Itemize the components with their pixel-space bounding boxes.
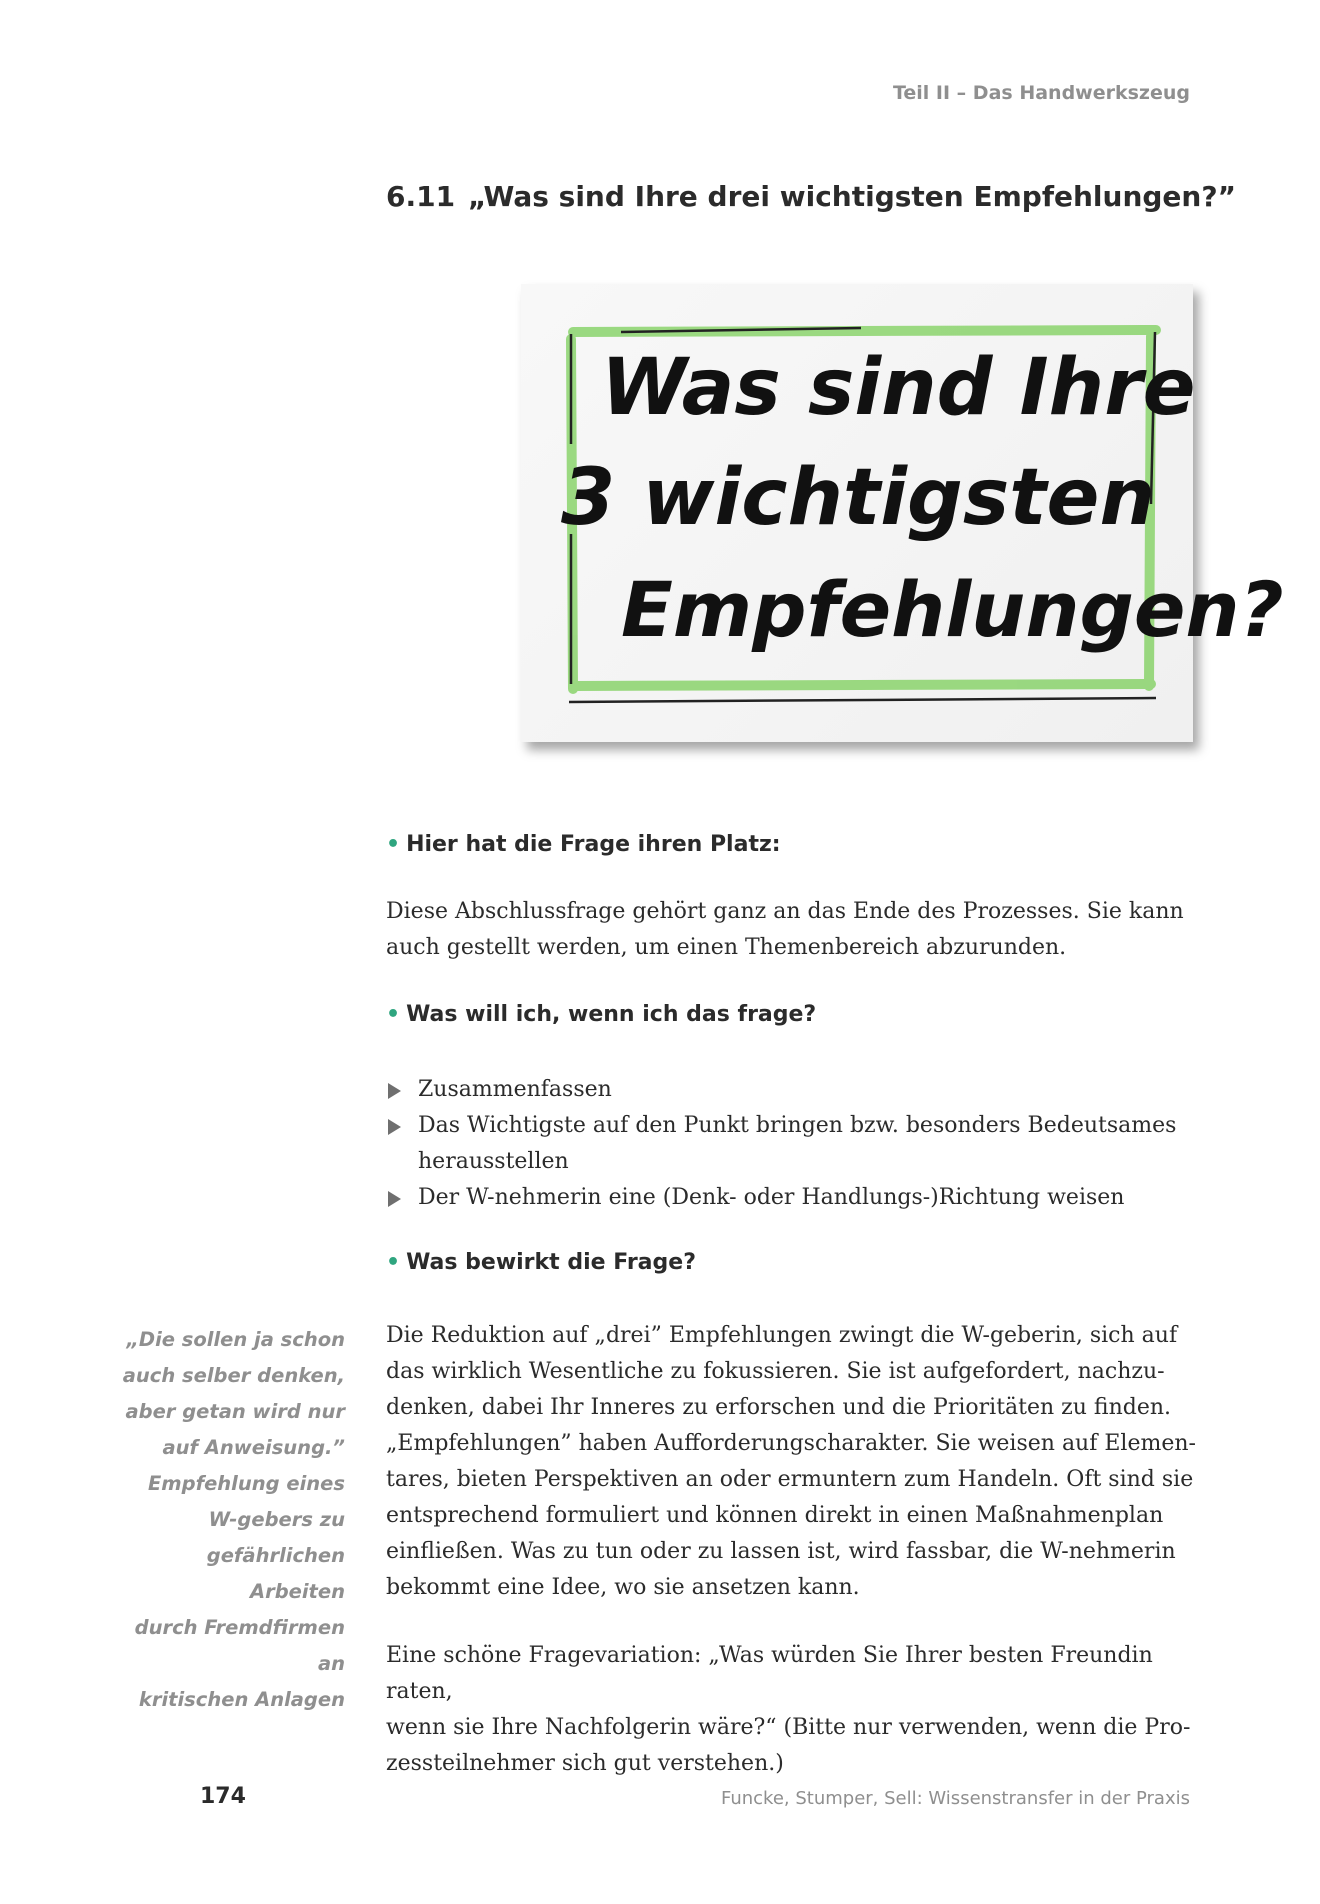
triangle-bullet-icon xyxy=(388,1083,401,1099)
place-paragraph xyxy=(386,894,1206,966)
quote-line: durch Fremdfirmen an xyxy=(134,1616,345,1675)
footer-citation: Funcke, Stumper, Sell: Wissenstransfer in der Praxis xyxy=(720,1788,1190,1809)
bullet-dot-icon: • xyxy=(386,1250,401,1275)
flipchart-photo xyxy=(521,284,1284,742)
text-line: das wirklich Wesentliche zu fokussieren. Sie ist aufgefordert, nachzu- xyxy=(386,1359,1165,1384)
quote-line: auf Anweisung.” xyxy=(162,1436,345,1459)
text-line: tares, bieten Perspektiven an oder ermuntern zum Handeln. Oft sind sie xyxy=(386,1467,1194,1492)
question-heading-place xyxy=(386,832,781,857)
card-line-1: Was sind Ihre xyxy=(601,343,1196,433)
question-heading-intent xyxy=(386,1002,816,1027)
triangle-bullet-icon xyxy=(388,1191,401,1207)
bullet-dot-icon: • xyxy=(386,1002,401,1027)
running-header: Teil II – Das Handwerkszeug xyxy=(892,82,1190,104)
quote-line: Empfehlung eines xyxy=(147,1472,345,1495)
question-heading-effect xyxy=(386,1250,696,1275)
list-item: Zusammenfassen xyxy=(386,1072,1206,1108)
effect-paragraph xyxy=(386,1318,1206,1606)
quote-line: W-gebers zu xyxy=(208,1508,345,1531)
text-line: zessteilnehmer sich gut verstehen.) xyxy=(386,1751,784,1776)
quote-line: „Die sollen ja schon xyxy=(126,1328,345,1351)
triangle-bullet-icon xyxy=(388,1119,401,1135)
section-heading xyxy=(386,180,1236,213)
card-line-2: 3 wichtigsten xyxy=(561,453,1155,543)
text-line: auch gestellt werden, um einen Themenbereich abzurunden. xyxy=(386,935,1067,960)
text-line: bekommt eine Idee, wo sie ansetzen kann. xyxy=(386,1575,860,1600)
text-line: denken, dabei Ihr Inneres zu erforschen und die Prioritäten zu finden. xyxy=(386,1395,1172,1420)
text-line: Diese Abschlussfrage gehört ganz an das Ende des Prozesses. Sie kann xyxy=(386,899,1184,924)
question-label: Was will ich, wenn ich das frage? xyxy=(406,1002,817,1027)
margin-quote xyxy=(115,1322,345,1718)
text-line: Eine schöne Fragevariation: „Was würden Sie Ihrer besten Freundin raten, xyxy=(386,1643,1153,1704)
question-label: Hier hat die Frage ihren Platz: xyxy=(406,832,781,857)
variation-paragraph xyxy=(386,1638,1206,1782)
text-line: wenn sie Ihre Nachfolgerin wäre?“ (Bitte nur verwenden, wenn die Pro- xyxy=(386,1715,1191,1740)
question-label: Was bewirkt die Frage? xyxy=(406,1250,696,1275)
section-number: 6.11 xyxy=(386,180,456,213)
card-line-3: Empfehlungen? xyxy=(621,565,1284,654)
quote-line: kritischen Anlagen xyxy=(138,1688,345,1711)
text-line: entsprechend formuliert und können direkt in einen Maßnahmenplan xyxy=(386,1503,1164,1528)
text-line: Die Reduktion auf „drei” Empfehlungen zwingt die W-geberin, sich auf xyxy=(386,1323,1178,1348)
bullet-dot-icon: • xyxy=(386,832,401,857)
list-item: Der W-nehmerin eine (Denk- oder Handlungs-)Richtung weisen xyxy=(386,1180,1206,1216)
list-item: Das Wichtigste auf den Punkt bringen bzw. besonders Bedeutsames herausstellen xyxy=(386,1108,1206,1180)
text-line: einfließen. Was zu tun oder zu lassen ist, wird fassbar, die W-nehmerin xyxy=(386,1539,1176,1564)
page-number: 174 xyxy=(200,1784,246,1809)
text-line: „Empfehlungen” haben Aufforderungscharakter. Sie weisen auf Elemen- xyxy=(386,1431,1196,1456)
quote-line: auch selber denken, xyxy=(122,1364,345,1387)
quote-line: aber getan wird nur xyxy=(125,1400,345,1423)
flipchart-drawing xyxy=(521,284,1284,742)
intent-list xyxy=(386,1072,1206,1216)
quote-line: gefährlichen Arbeiten xyxy=(206,1544,345,1603)
section-title: „Was sind Ihre drei wichtigsten Empfehlungen?” xyxy=(468,180,1237,213)
